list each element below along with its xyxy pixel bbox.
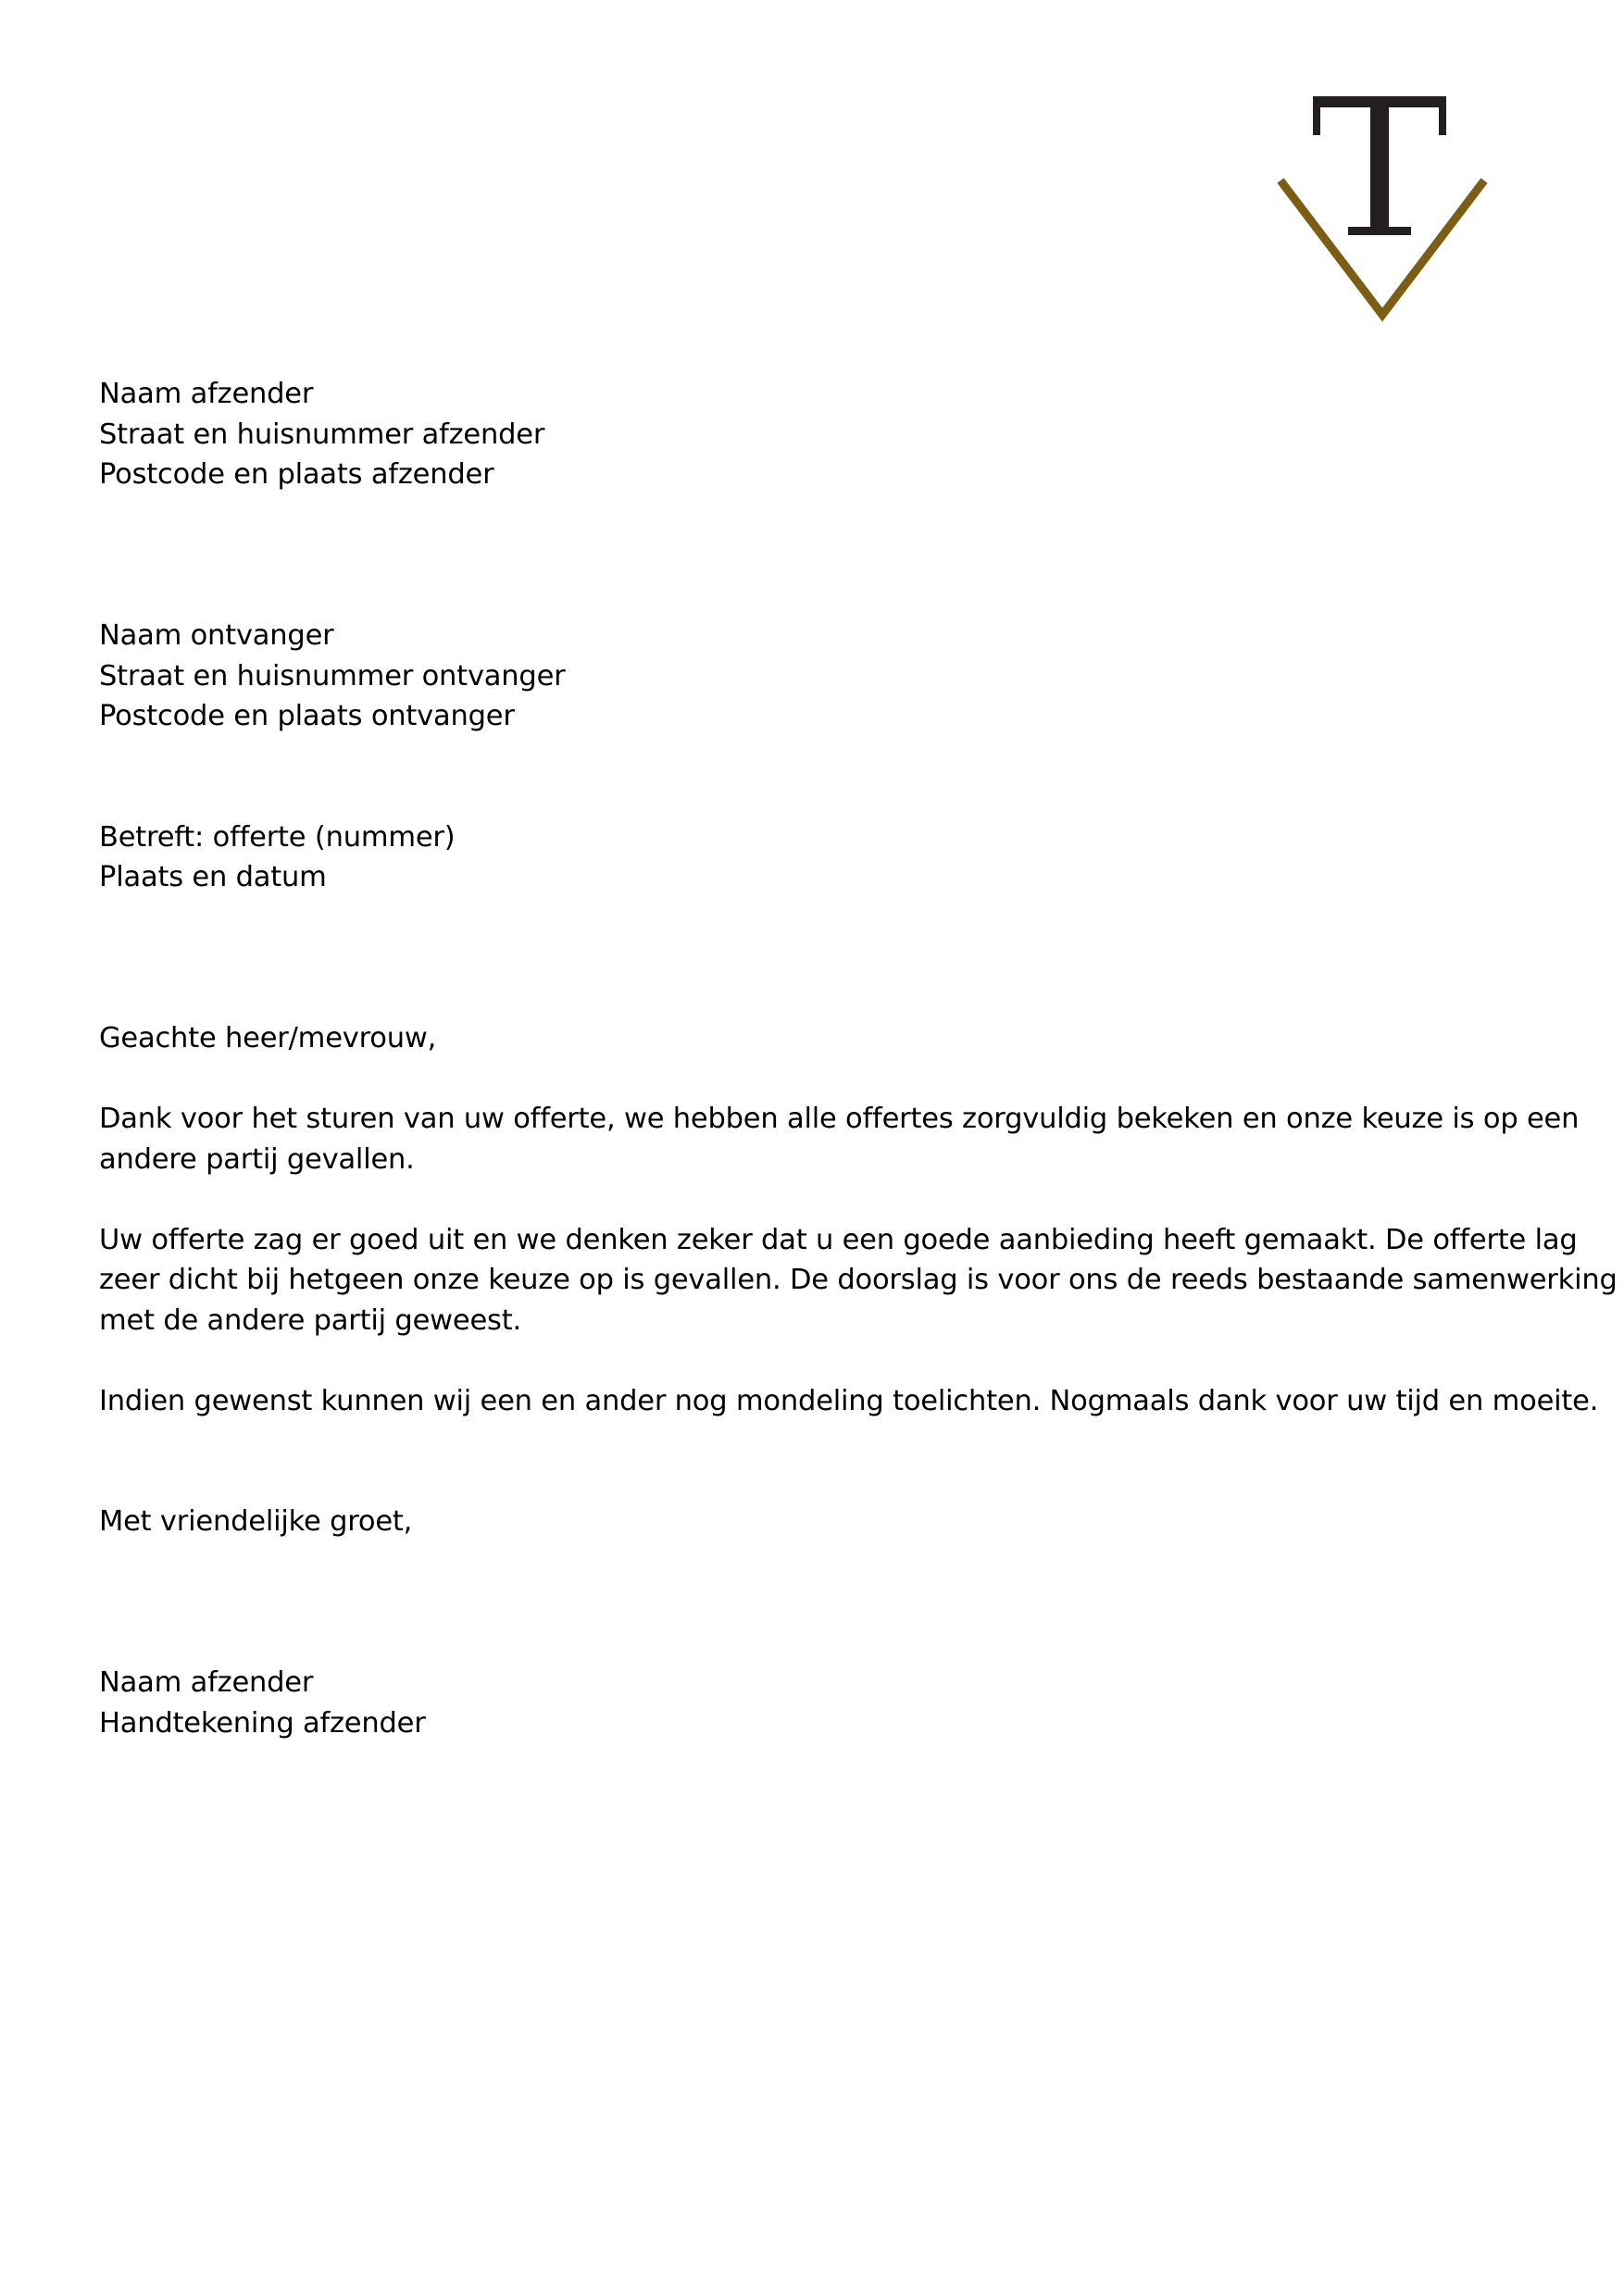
recipient-address: [99, 616, 1543, 737]
paragraph-3: [99, 1381, 1599, 1422]
subject-line: Betreft: offerte (nummer): [99, 820, 456, 854]
tv-logo-icon: [1276, 93, 1489, 324]
tv-logo: [1276, 93, 1489, 324]
paragraph-1: [99, 1099, 1580, 1179]
paragraph-line: Uw offerte zag er goed uit en we denken zeker dat u een goede aanbieding heeft gemaakt. De offerte lag: [99, 1223, 1578, 1256]
logo-t-serif-right: [1439, 96, 1446, 135]
signature-name: Naam afzender: [99, 1666, 314, 1699]
closing-text: Met vriendelijke groet,: [99, 1505, 413, 1538]
paragraph-line: andere partij gevallen.: [99, 1142, 415, 1176]
letter-body: [99, 374, 1618, 1743]
logo-t-foot: [1348, 227, 1411, 235]
salutation: [99, 1018, 1543, 1059]
sender-street: Straat en huisnummer afzender: [99, 418, 545, 451]
paragraph-line: Indien gewenst kunnen wij een en ander nog mondeling toelichten. Nogmaals dank voor uw tijd en moeite.: [99, 1384, 1599, 1417]
place-date: Plaats en datum: [99, 861, 327, 893]
signature-label: Handtekening afzender: [99, 1706, 426, 1740]
subject-block: [99, 817, 1543, 898]
salutation-text: Geachte heer/mevrouw,: [99, 1022, 437, 1054]
recipient-name: Naam ontvanger: [99, 619, 334, 652]
logo-t-serif-left: [1313, 96, 1320, 135]
sender-address: [99, 374, 1543, 495]
sender-city: Postcode en plaats afzender: [99, 458, 494, 491]
sender-name: Naam afzender: [99, 378, 314, 410]
closing: [99, 1502, 1543, 1542]
recipient-street: Straat en huisnummer ontvanger: [99, 659, 566, 692]
recipient-city: Postcode en plaats ontvanger: [99, 700, 515, 732]
paragraph-line: met de andere partij geweest.: [99, 1303, 521, 1337]
paragraph-line: zeer dicht bij hetgeen onze keuze op is gevallen. De doorslag is voor ons de reeds bestaande samenwerking: [99, 1264, 1618, 1296]
paragraph-2: [99, 1220, 1618, 1341]
paragraph-line: Dank voor het sturen van uw offerte, we hebben alle offertes zorgvuldig bekeken en onze keuze is op een: [99, 1103, 1580, 1135]
signature-block: [99, 1663, 1543, 1743]
logo-t-stem: [1370, 102, 1389, 231]
